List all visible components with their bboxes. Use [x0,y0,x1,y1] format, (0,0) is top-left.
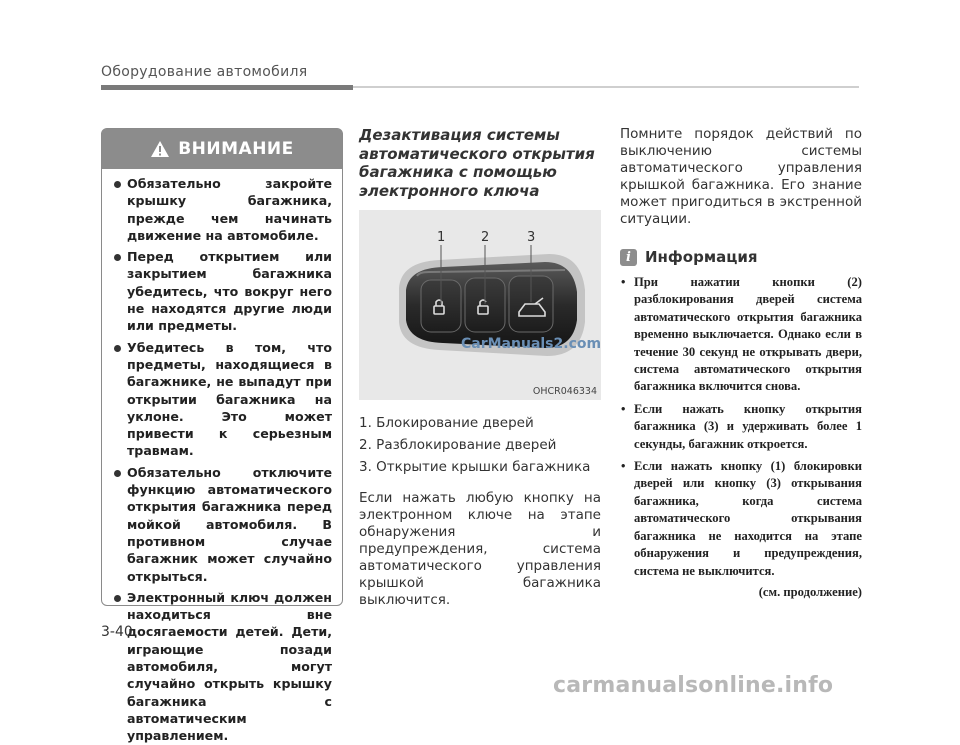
info-header [620,248,862,266]
callout-2: 2 [481,230,490,245]
button-legend [359,412,601,478]
info-list [620,274,862,580]
warning-item: Обязательно закройте крышку багажника, прежде чем начинать движение на автомобиле. [114,175,332,244]
info-item: • Если нажать кнопку (1) блокировки дверей или кнопку (3) открывания багажника, когда система автоматического открывания багажника не находится на этапе обнаружения и предупреждения, система не выключится. [620,458,862,580]
header-rule-dark [101,85,353,90]
figure-watermark: CarManuals2.com [461,336,602,352]
info-item: • Если нажать кнопку открытия багажника (3) и удерживать более 1 секунды, багажник откроется. [620,401,862,453]
legend-item: 3. Открытие крышки багажника [359,459,591,475]
legend-item: 1. Блокирование дверей [359,415,534,431]
legend-item: 2. Разблокирование дверей [359,437,557,453]
warning-title: ВНИМАНИЕ [178,139,294,159]
figure-code: OHCR046334 [532,386,597,397]
info-icon: i [620,249,637,266]
continued-note: (см. продолжение) [758,584,862,599]
warning-item: Перед открытием или закрытием багажника убедитесь, что вокруг него не находятся другие люди или предметы. [114,248,332,334]
right-paragraph: Помните порядок действий по выключению системы автоматического управления крышкой багажника. Его знание может пригодиться в экстренной ситуации. [620,126,862,227]
warning-header [102,129,342,169]
warning-item: Электронный ключ должен находиться вне досягаемости детей. Дети, играющие позади автомобиля, могут случайно открыть крышку багажника с автоматическим управлением. [114,589,332,745]
section-heading: Дезактивация системы автоматического открытия багажника с помощью электронного ключа [359,126,595,200]
callout-3: 3 [527,230,536,245]
warning-item: Убедитесь в том, что предметы, находящиеся в багажнике, не выпадут при открытии багажника на уклоне. Это может привести к серьезным травмам. [114,339,332,460]
page-number: 3-40 [101,624,133,640]
section-paragraph: Если нажать любую кнопку на электронном ключе на этапе обнаружения и предупреждения, система автоматического управления крышкой багажника выключится. [359,490,601,608]
info-item: • При нажатии кнопки (2) разблокирования дверей система автоматического открытия багажника временно выключается. Однако если в течение 30 секунд не открывать двери, система автоматического открытия багажника включится снова. [620,274,862,396]
smart-key-figure [359,210,601,400]
header-rule-light [353,86,859,88]
footer-watermark: carmanualsonline.info [553,673,834,698]
warning-triangle-icon [150,140,170,158]
middle-column [359,126,601,609]
right-column [620,126,862,600]
info-title: Информация [645,248,758,266]
header-title: Оборудование автомобиля [101,64,308,80]
warning-list [102,169,342,745]
smart-key-illustration [359,210,601,400]
callout-1: 1 [437,230,446,245]
warning-item: Обязательно отключите функцию автоматического открытия багажника перед мойкой автомобиля. В противном случае багажник может случайно открыться. [114,464,332,585]
